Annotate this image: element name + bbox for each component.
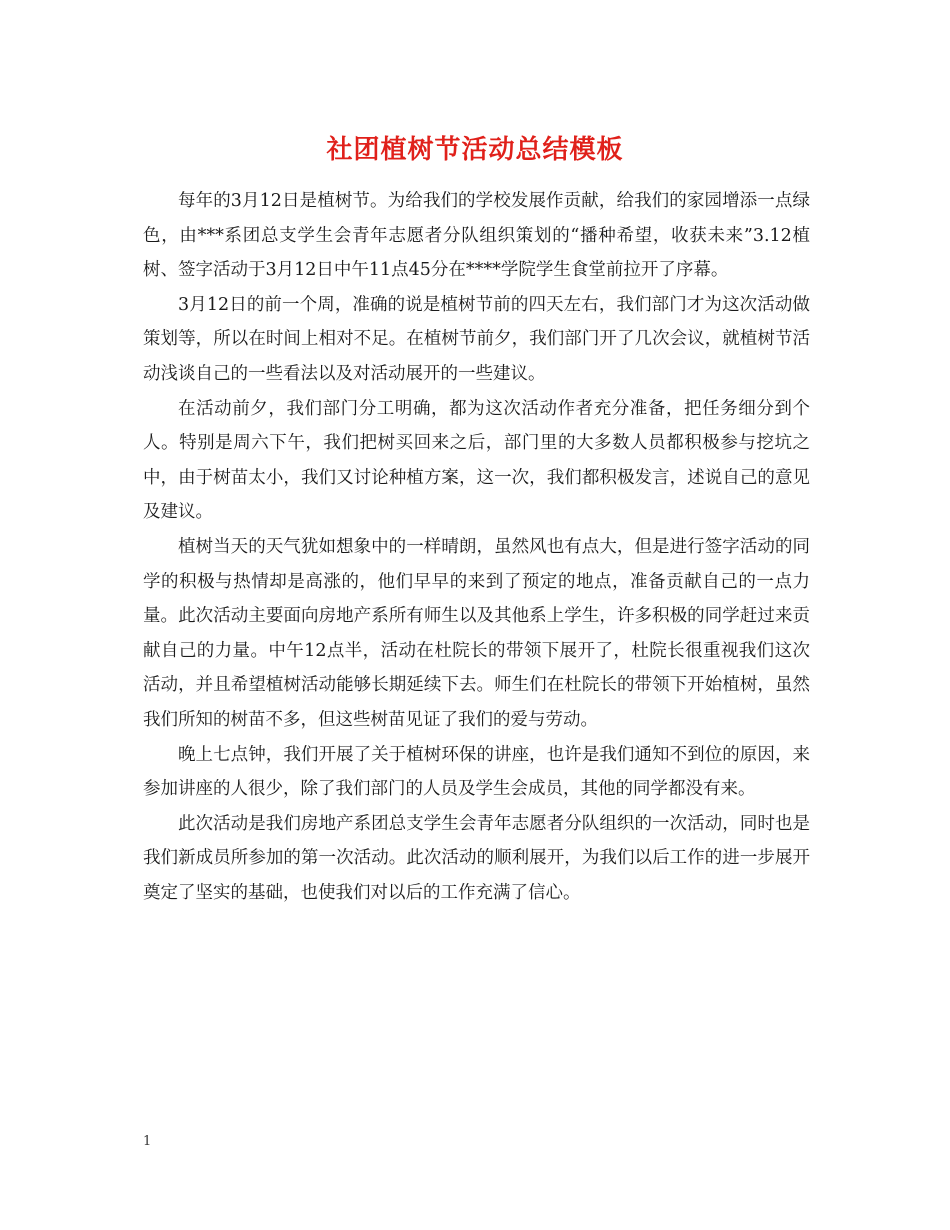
page-number: 1 (143, 1134, 152, 1149)
paragraph-2: 3月12日的前一个周，准确的说是植树节前的四天左右，我们部门才为这次活动做策划等，所以在时间上相对不足。在植树节前夕，我们部门开了几次会议，就植树节活动浅谈自己的一些看法以及对活动展开的一些建议。 (143, 294, 810, 384)
paragraph-6: 此次活动是我们房地产系团总支学生会青年志愿者分队组织的一次活动，同时也是我们新成员所参加的第一次活动。此次活动的顺利展开，为我们以后工作的进一步展开奠定了坚实的基础，也使我们对以后的工作充满了信心。 (143, 813, 810, 903)
document-title: 社团植树节活动总结模板 (326, 135, 624, 165)
paragraph-5: 晚上七点钟，我们开展了关于植树环保的讲座，也许是我们通知不到位的原因，来参加讲座的人很少，除了我们部门的人员及学生会成员，其他的同学都没有来。 (143, 744, 810, 800)
paragraph-3: 在活动前夕，我们部门分工明确，都为这次活动作者充分准备，把任务细分到个人。特别是周六下午，我们把树买回来之后，部门里的大多数人员都积极参与挖坑之中，由于树苗太小，我们又讨论种植方案，这一次，我们都积极发言，述说自己的意见及建议。 (143, 398, 810, 523)
paragraph-4: 植树当天的天气犹如想象中的一样晴朗，虽然风也有点大，但是进行签字活动的同学的积极与热情却是高涨的，他们早早的来到了预定的地点，准备贡献自己的一点力量。此次活动主要面向房地产系所有师生以及其他系上学生，许多积极的同学赶过来贡献自己的力量。中午12点半，活动在杜院长的带领下展开了，杜院长很重视我们这次活动，并且希望植树活动能够长期延续下去。师生们在杜院长的带领下开始植树，虽然我们所知的树苗不多，但这些树苗见证了我们的爱与劳动。 (143, 536, 810, 730)
paragraph-1: 每年的3月12日是植树节。为给我们的学校发展作贡献，给我们的家园增添一点绿色，由***系团总支学生会青年志愿者分队组织策划的“播种希望，收获未来”3.12植树、签字活动于3月12日中午11点45分在****学院学生食堂前拉开了序幕。 (143, 191, 810, 281)
document-body (143, 184, 810, 910)
